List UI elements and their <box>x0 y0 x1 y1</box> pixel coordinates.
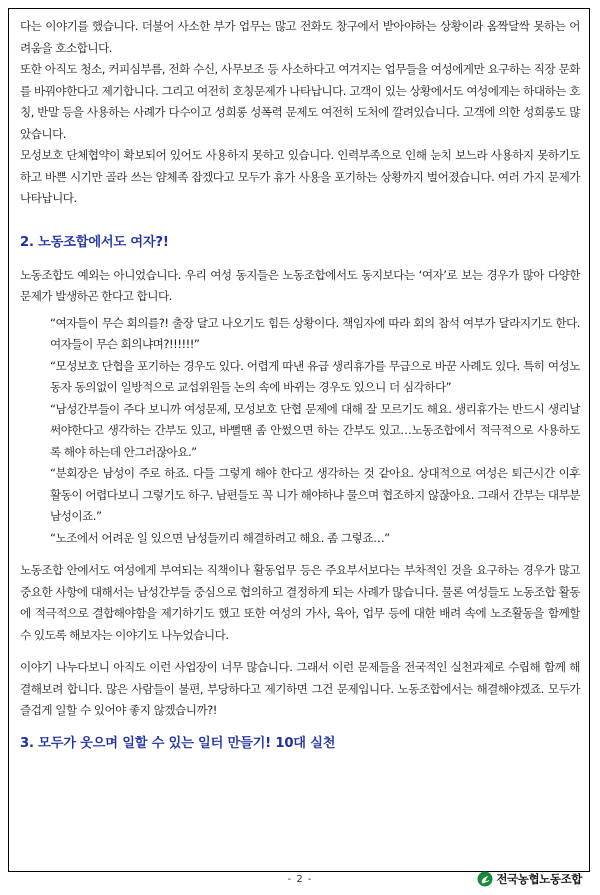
organization-name: 전국농협노동조합 <box>496 872 582 886</box>
section-2-paragraph-1: 노동조합 안에서도 여성에게 부여되는 직책이나 활동업무 등은 주요부서보다는 부차적인 것을 요구하는 경우가 많고 중요한 사항에 대해서는 남성간부들 중심으로 협의하고 결정하게 되는 사례가 많습니다. 물론 여성들도 노동조합 활동에 적극적으로 결합해야함을 제기하기도 했고 또한 여성의 가사, 육아, 업무 등에 대한 배려 속에 노조활동을 함께할 수 있도록 해보자는 이야기도 나누었습니다. <box>20 563 580 642</box>
intro-paragraph-1: 다는 이야기를 했습니다. 더불어 사소한 부가 업무는 많고 전화도 창구에서 받아야하는 상황이라 옴짝달싹 못하는 어려움을 호소합니다. <box>20 19 580 55</box>
section-2-intro: 노동조합도 예외는 아니었습니다. 우리 여성 동지들은 노동조합에서도 동지보다는 ‘여자’로 보는 경우가 많아 다양한 문제가 발생하곤 한다고 합니다. <box>20 267 580 303</box>
quote-1: “여자들이 무슨 회의를?! 출장 달고 나오기도 힘든 상황이다. 책임자에 따라 회의 참석 여부가 달라지기도 한다. 여자들이 무슨 회의냐며?!!!!!!” <box>50 315 580 351</box>
quote-4: “분회장은 남성이 주로 하죠. 다들 그렇게 해야 한다고 생각하는 것 같아요. 상대적으로 여성은 퇴근시간 이후 활동이 어렵다보니 그렇기도 하구. 남편들도 꼭 니가 해야하냐 물으며 협조하지 않잖아요. 그래서 간부는 대부분 남성이죠.” <box>50 466 580 523</box>
section-3-heading: 3. 모두가 웃으며 일할 수 있는 일터 만들기! 10대 실천 <box>20 735 336 751</box>
section-2-heading: 2. 노동조합에서도 여자?! <box>20 234 169 250</box>
section-2-paragraph-2: 이야기 나누다보니 아직도 이런 사업장이 너무 많습니다. 그래서 이런 문제들을 전국적인 실천과제로 수립해 함께 해결해보려 합니다. 많은 사람들이 불편, 부당하다고 제기하면 그건 문제입니다. 노동조합에서는 해결해야겠죠. 모두가 즐겁게 일할 수 있어야 좋지 않겠습니까?! <box>20 660 580 717</box>
quote-2: “모성보호 단협을 포기하는 경우도 있다. 어렵게 따낸 유급 생리휴가를 무급으로 바꾼 사례도 있다. 특히 여성노동자 동의없이 일방적으로 교섭위원들 논의 속에 바뀌는 경우도 있으니 더 심각하다” <box>50 358 580 394</box>
quote-3: “남성간부들이 주다 보니까 여성문제, 모성보호 단협 문제에 대해 잘 모르기도 해요. 생리휴가는 반드시 생리날 써야한다고 생각하는 간부도 있고, 바뻘땐 좀 안썼으면 하는 간부도 있고…노동조합에서 적극적으로 사용하도록 해야 하는데 안그러잖아요.” <box>50 401 580 459</box>
quote-5: “노조에서 어려운 일 있으면 남성들끼리 해결하려고 해요. 좀 그렇죠…” <box>50 530 390 545</box>
organization-logo <box>477 871 582 887</box>
intro-paragraph-2: 또한 아직도 청소, 커피심부름, 전화 수신, 사무보조 등 사소하다고 여겨지는 업무들을 여성에게만 요구하는 직장 문화를 바꿔야한다고 제기합니다. 그리고 여전히 호칭문제가 나타납니다. 고객이 있는 상황에서도 여성에게는 하대하는 호칭, 반말 등을 사용하는 사례가 다수이고 성희롱 성폭력 문제도 여전히 도처에 깔려있습니다. 고객에 의한 성희롱도 많았습니다. <box>20 62 580 141</box>
union-logo-icon <box>477 871 493 887</box>
page-content <box>20 16 580 755</box>
intro-paragraph-3: 모성보호 단체협약이 확보되어 있어도 사용하지 못하고 있습니다. 인력부족으로 인해 눈치 보느라 사용하지 못하기도 하고 바쁜 시기만 골라 쓰는 얌체족 잡겠다고 모두가 휴가 사용을 포기하는 상황까지 벌어졌습니다. 여러 가지 문제가 나타납니다. <box>20 148 580 205</box>
page-number: - 2 - <box>287 874 313 885</box>
